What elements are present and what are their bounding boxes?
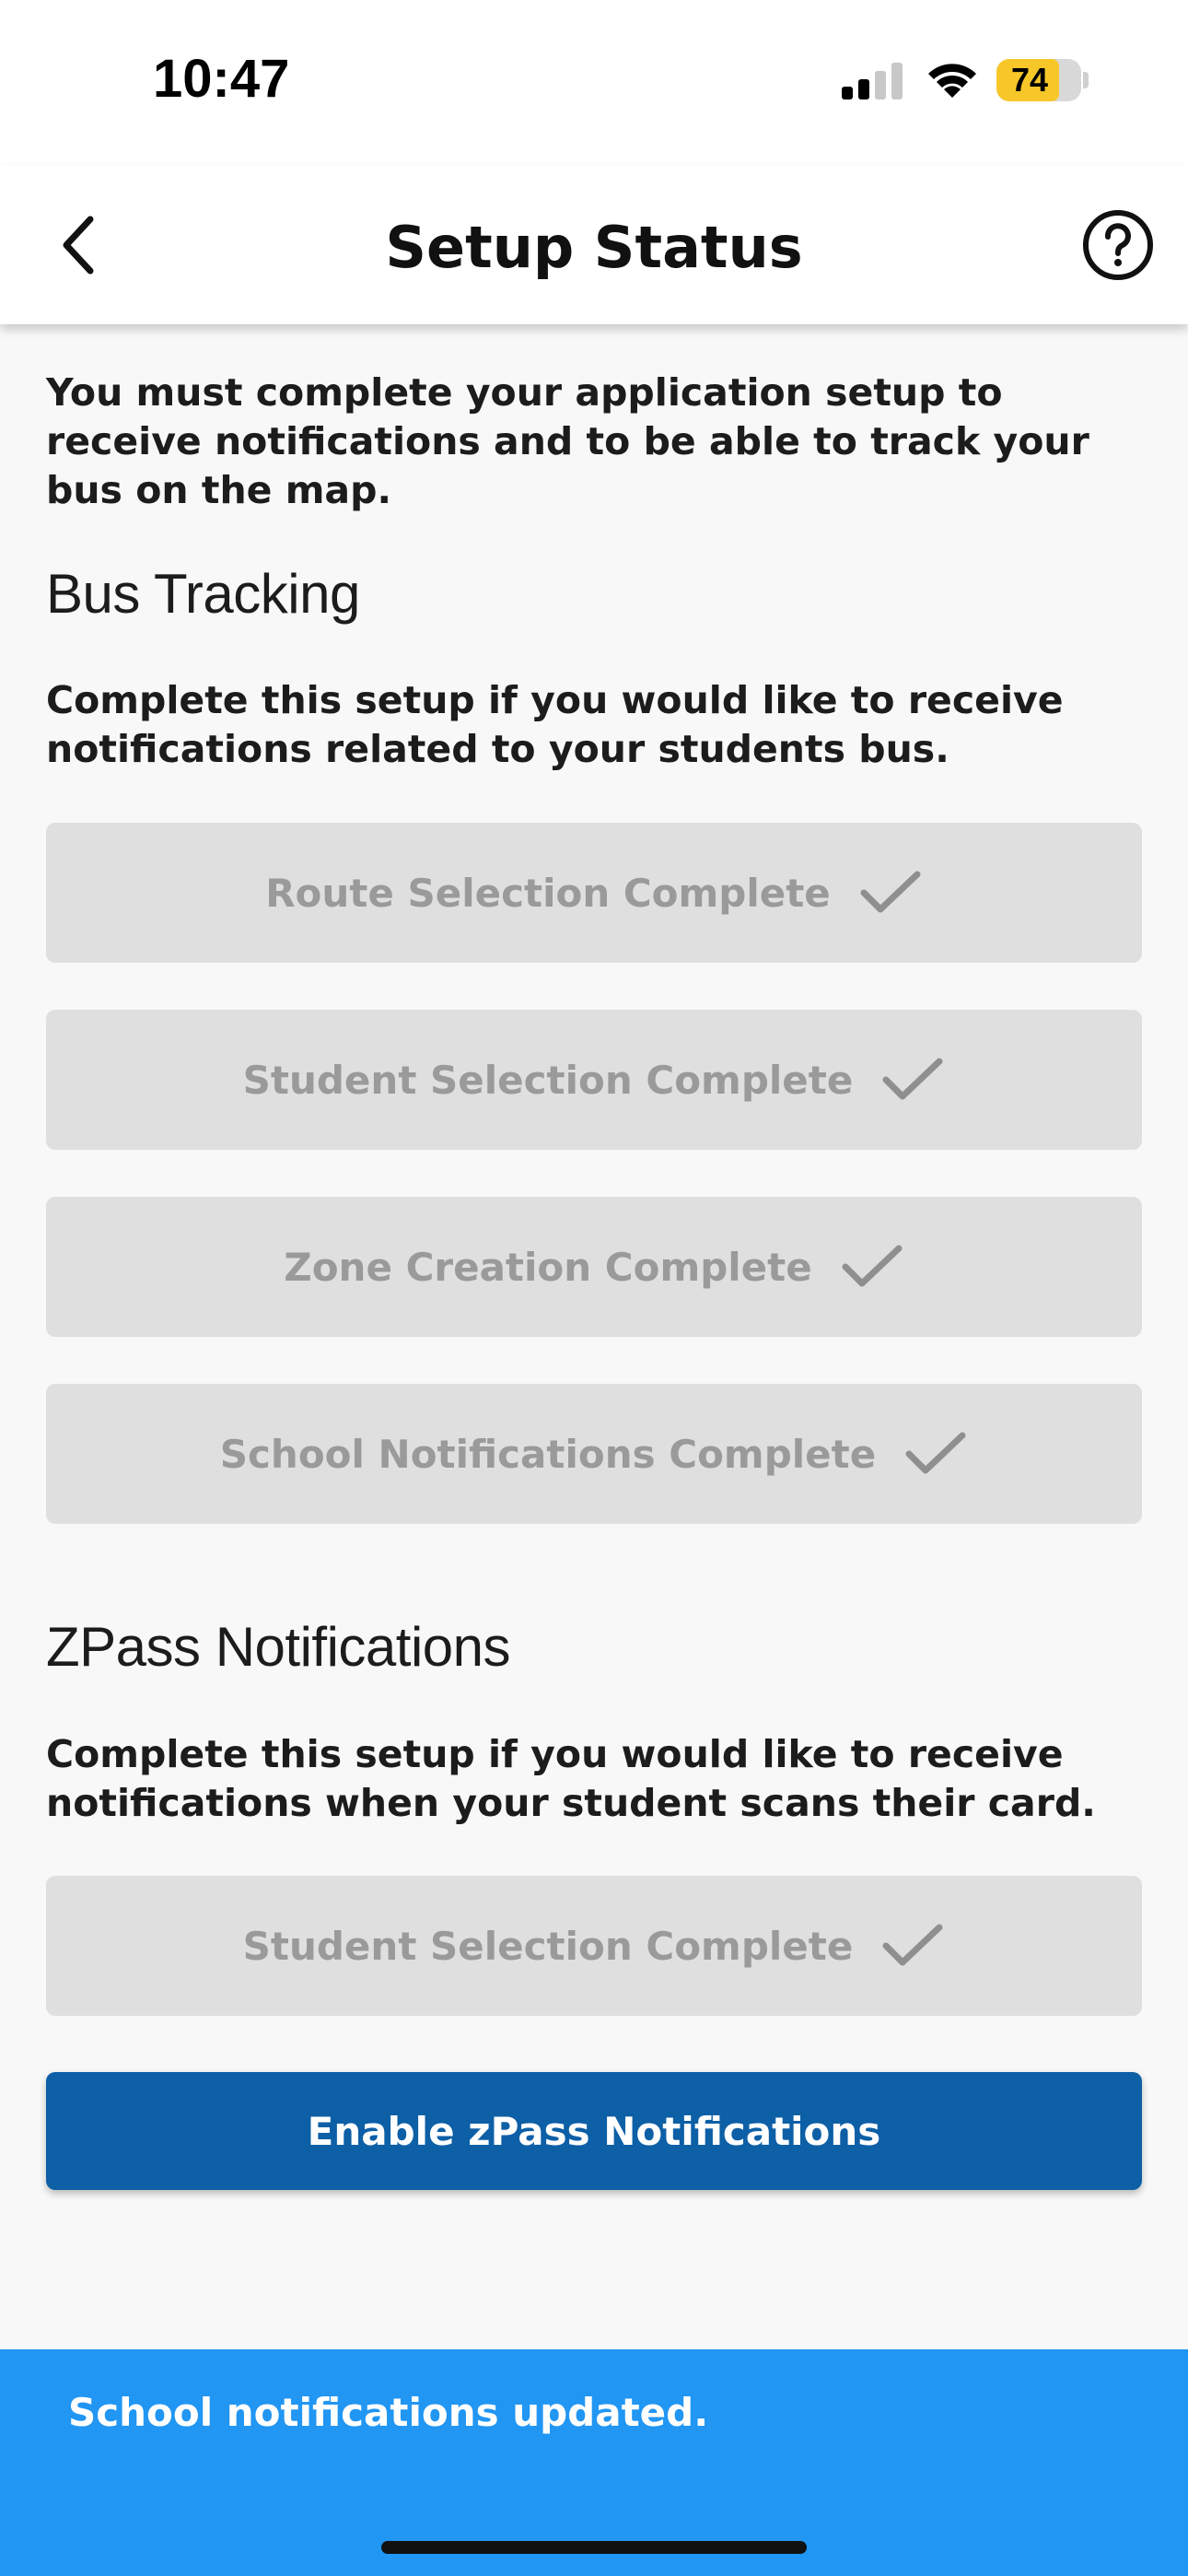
zpass-title: ZPass Notifications <box>46 1616 511 1678</box>
wifi-icon <box>925 57 980 100</box>
step-label: Zone Creation Complete <box>284 1244 812 1290</box>
step-label: Student Selection Complete <box>242 1923 854 1969</box>
toast-message: School notifications updated. <box>68 2390 709 2435</box>
checkmark-icon <box>840 1243 904 1291</box>
step-school-notifications[interactable] <box>46 1384 1142 1524</box>
nav-header <box>0 166 1188 324</box>
zpass-description: Complete this setup if you would like to receive notifications when your student scans their card. <box>46 1732 1096 1825</box>
checkmark-icon <box>880 1922 945 1970</box>
status-bar <box>0 0 1188 166</box>
question-circle-icon[interactable] <box>1081 208 1155 282</box>
status-time: 10:47 <box>153 49 290 109</box>
enable-zpass-button[interactable] <box>46 2072 1142 2190</box>
step-label: Student Selection Complete <box>242 1057 854 1103</box>
battery-icon <box>996 59 1081 101</box>
step-label: Route Selection Complete <box>265 870 831 916</box>
step-label: School Notifications Complete <box>219 1431 877 1477</box>
step-zone-creation[interactable] <box>46 1197 1142 1337</box>
step-zpass-student-selection[interactable] <box>46 1876 1142 2016</box>
checkmark-icon <box>858 869 923 917</box>
step-route-selection[interactable] <box>46 823 1142 963</box>
bus-tracking-title: Bus Tracking <box>46 563 360 625</box>
checkmark-icon <box>903 1430 968 1478</box>
enable-zpass-label: Enable zPass Notifications <box>307 2108 881 2154</box>
step-student-selection[interactable] <box>46 1010 1142 1150</box>
battery-percentage: 74 <box>1010 61 1049 99</box>
intro-text: You must complete your application setup to receive notifications and to be able to track your bus on the map. <box>46 370 1089 512</box>
checkmark-icon <box>880 1056 945 1104</box>
cellular-signal-icon <box>840 63 906 100</box>
home-indicator[interactable] <box>381 2541 807 2554</box>
page-title: Setup Status <box>385 214 803 281</box>
battery-cap <box>1083 72 1089 88</box>
bus-tracking-description: Complete this setup if you would like to receive notifications related to your students bus. <box>46 678 1064 771</box>
